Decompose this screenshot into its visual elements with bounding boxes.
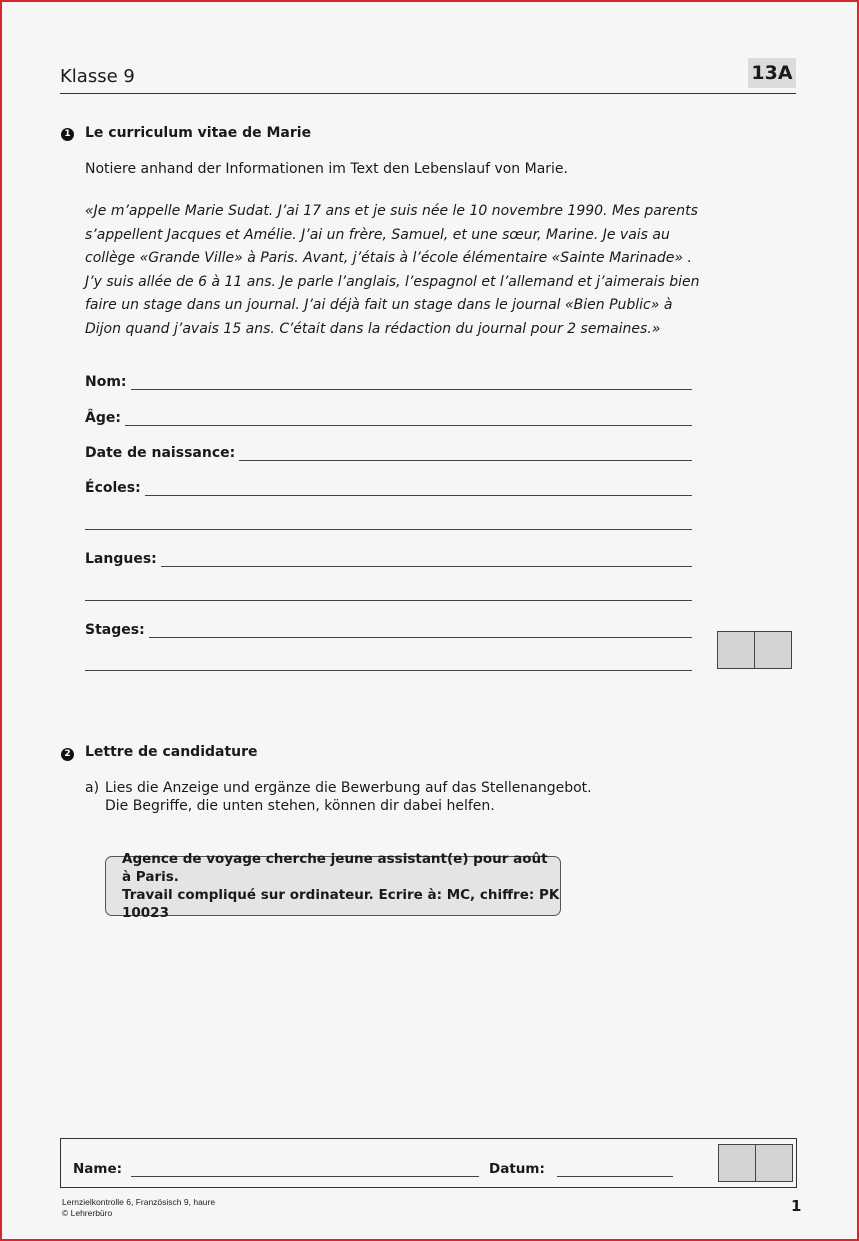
stages-answer-line-2[interactable] — [85, 670, 692, 671]
header-divider — [60, 93, 796, 94]
worksheet-badge: 13A — [748, 58, 796, 88]
langues-field[interactable] — [85, 547, 692, 567]
subtask-a — [85, 779, 592, 815]
ecoles-answer-line-2[interactable] — [85, 529, 692, 530]
name-date-box — [60, 1138, 797, 1188]
ecoles-answer-line[interactable] — [145, 481, 692, 496]
age-answer-line[interactable] — [125, 411, 692, 426]
langues-label: Langues: — [85, 551, 157, 567]
date-label: Datum: — [489, 1161, 545, 1177]
score-cell — [719, 1145, 755, 1181]
ecoles-field[interactable] — [85, 476, 692, 496]
quote-line: Dijon quand j’avais 15 ans. C’était dans la rédaction du journal pour 2 semaines.» — [85, 320, 661, 337]
date-field[interactable] — [489, 1161, 673, 1177]
score-cell — [755, 1145, 792, 1181]
quote-line: «Je m’appelle Marie Sudat. J’ai 17 ans et je suis née le 10 novembre 1990. Mes parents — [85, 203, 698, 219]
score-cell — [718, 632, 754, 668]
nom-answer-line[interactable] — [131, 375, 692, 390]
total-score-box — [718, 1144, 793, 1182]
quote-line: faire un stage dans un journal. J’ai déjà fait un stage dans le journal «Bien Public» à — [85, 297, 673, 313]
langues-answer-line[interactable] — [161, 552, 692, 567]
job-advertisement — [105, 851, 561, 921]
date-naissance-answer-line[interactable] — [239, 446, 692, 461]
age-field[interactable] — [85, 406, 692, 426]
section-2-number-icon: 2 — [61, 748, 74, 761]
ad-line: Agence de voyage cherche jeune assistant(e) pour août à Paris. — [122, 851, 548, 885]
stages-field[interactable] — [85, 618, 692, 638]
footnote-source: Lernzielkontrolle 6, Französisch 9, haure — [62, 1197, 216, 1207]
page-title: Klasse 9 — [60, 66, 135, 87]
ad-line: Travail compliqué sur ordinateur. Ecrire à: MC, chiffre: PK 10023 — [122, 887, 560, 921]
section-1-title: Le curriculum vitae de Marie — [85, 125, 312, 141]
stages-label: Stages: — [85, 622, 145, 638]
quote-line: s’appellent Jacques et Amélie. J’ai un frère, Samuel, et une sœur, Marine. Je vais au — [85, 226, 670, 243]
date-naissance-label: Date de naissance: — [85, 445, 236, 461]
name-answer-line[interactable] — [131, 1162, 479, 1177]
footnote — [62, 1197, 215, 1218]
nom-label: Nom: — [85, 374, 127, 390]
stages-answer-line[interactable] — [149, 623, 692, 638]
ecoles-label: Écoles: — [85, 480, 141, 496]
subtask-line: Lies die Anzeige und ergänze die Bewerbung auf das Stellenangebot. — [105, 780, 592, 796]
quote-line: J’y suis allée de 6 à 11 ans. Je parle l’anglais, l’espagnol et l’allemand et j’aimerais bien — [85, 273, 700, 290]
subtask-line: Die Begriffe, die unten stehen, können dir dabei helfen. — [105, 798, 495, 814]
age-label: Âge: — [85, 410, 121, 426]
name-field[interactable] — [73, 1161, 479, 1177]
quote-line: collège «Grande Ville» à Paris. Avant, j’étais à l’école élémentaire «Sainte Marinade» . — [85, 250, 692, 266]
section-1-number-icon: 1 — [61, 128, 74, 141]
name-label: Name: — [73, 1161, 123, 1177]
score-cell — [754, 632, 791, 668]
marie-text — [85, 200, 705, 341]
nom-field[interactable] — [85, 370, 692, 390]
footnote-copyright: © Lehrerbüro — [62, 1207, 113, 1218]
subtask-marker: a) — [85, 780, 100, 796]
page-number: 1 — [791, 1197, 802, 1215]
section-1-score-box — [717, 631, 792, 669]
date-naissance-field[interactable] — [85, 441, 692, 461]
section-2-title: Lettre de candidature — [85, 744, 258, 760]
langues-answer-line-2[interactable] — [85, 600, 692, 601]
section-1-instruction: Notiere anhand der Informationen im Text den Lebenslauf von Marie. — [85, 161, 568, 177]
date-answer-line[interactable] — [557, 1162, 673, 1177]
